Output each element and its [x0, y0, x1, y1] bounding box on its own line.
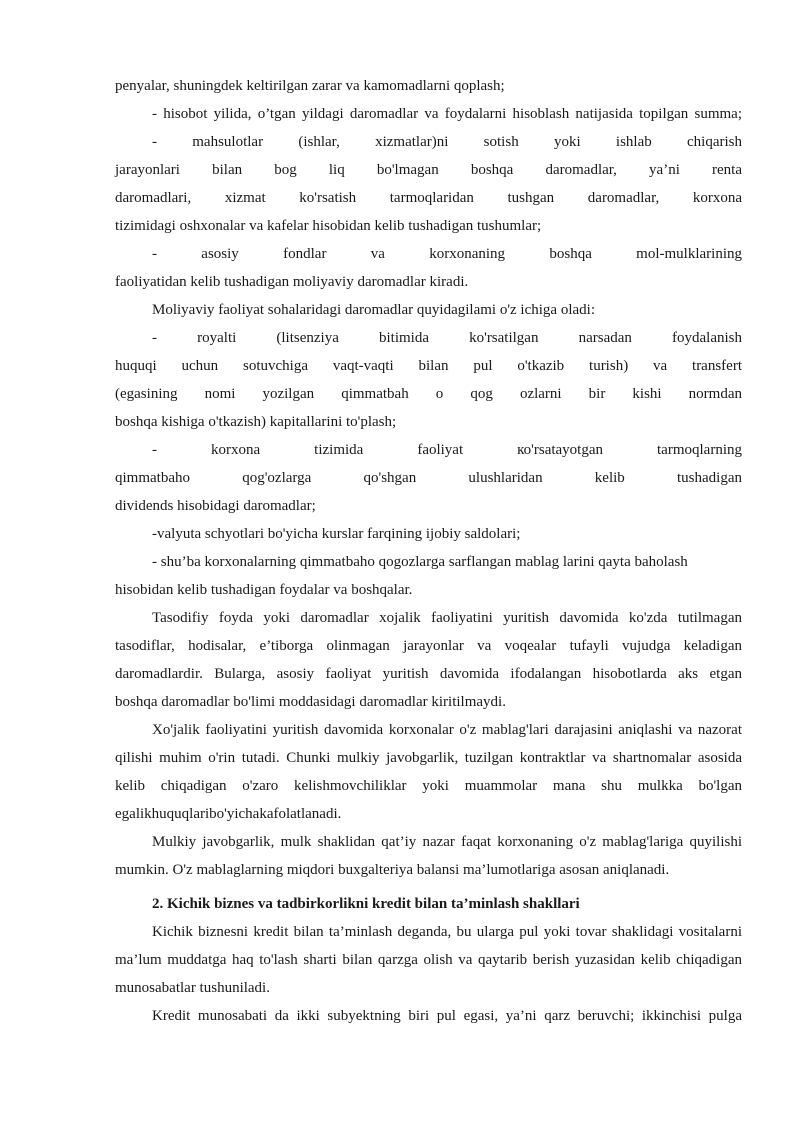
text-line: daromadlari, xizmat ko'rsatish tarmoqlaridan tushgan daromadlar, korxona: [115, 190, 742, 206]
text-line: qimmatbaho qog'ozlarga qo'shgan ulushlaridan kelib tushadigan: [115, 470, 742, 486]
document-page: [115, 72, 742, 1030]
text-line: jarayonlari bilan bog liq bo'lmagan boshqa daromadlar, ya’ni renta: [115, 162, 742, 178]
text-line: Kredit munosabati da ikki subyektning biri pul egasi, ya’ni qarz beruvchi; ikkinchisi pulga: [152, 1008, 742, 1024]
text-line: Tasodifiy foyda yoki daromadlar xojalik faoliyatini yuritish davomida ko'zda tutilmagan: [152, 610, 742, 626]
text-line: hisobidan kelib tushadigan foydalar va boshqalar.: [115, 582, 413, 598]
text-line: - hisobot yilida, o’tgan yildagi daromadlar va foydalarni hisoblash natijasida topilgan summa;: [152, 106, 742, 122]
text-line: tasodiflar, hodisalar, e’tiborga olinmagan jarayonlar va voqealar tufayli vujudga keladigan: [115, 638, 742, 654]
text-line: qilishi muhim o'rin tutadi. Chunki mulkiy javobgarlik, tuzilgan kontraktlar va shartnomalar asosida: [115, 750, 742, 766]
text-line: - royalti (litsenziya bitimida ko'rsatilgan narsadan foydalanish: [152, 330, 742, 346]
text-line: dividends hisobidagi daromadlar;: [115, 498, 316, 514]
text-line: Moliyaviy faoliyat sohalaridagi daromadlar quyidagilami o'z ichiga oladi:: [152, 302, 595, 318]
text-line: Mulkiy javobgarlik, mulk shaklidan qat’iy nazar faqat korxonaning o'z mablag'lariga quyilishi: [152, 834, 742, 850]
text-line: penyalar, shuningdek keltirilgan zarar va kamomadlarni qoplash;: [115, 78, 505, 94]
text-line: Kichik biznesni kredit bilan ta’minlash deganda, bu ularga pul yoki tovar shaklidagi vositalarni: [152, 924, 742, 940]
text-line: - asosiy fondlar va korxonaning boshqa mol-mulklarining: [152, 246, 742, 262]
text-line: boshqa daromadlar bo'limi moddasidagi daromadlar kiritilmaydi.: [115, 694, 506, 710]
text-line: faoliyatidan kelib tushadigan moliyaviy daromadlar kiradi.: [115, 274, 469, 290]
text-line: huquqi uchun sotuvchiga vaqt-vaqti bilan pul o'tkazib turish) va transfert: [115, 358, 742, 374]
text-line: kelib chiqadigan o'zaro kelishmovchiliklar yoki muammolar mana shu mulkka bo'lgan: [115, 778, 742, 794]
text-line: egalikhuquqlaribo'yichakafolatlanadi.: [115, 806, 342, 822]
text-line: tizimidagi oshxonalar va kafelar hisobidan kelib tushadigan tushumlar;: [115, 218, 542, 234]
text-line: daromadlardir. Bularga, asosiy faoliyat yuritish davomida ifodalangan hisobotlarda aks etgan: [115, 666, 742, 682]
body-text-block-2: [115, 918, 742, 1030]
text-line: munosabatlar tushuniladi.: [115, 980, 270, 996]
text-line: - shu’ba korxonalarning qimmatbaho qogozlarga sarflangan mablag larini qayta baholash: [152, 554, 688, 570]
body-text-block: [115, 72, 742, 884]
text-line: Xo'jalik faoliyatini yuritish davomida korxonalar o'z mablag'lari darajasini aniqlashi va nazorat: [152, 722, 742, 738]
text-line: - korxona tizimida faoliyat ко'rsatayotgan tarmoqlarning: [152, 442, 742, 458]
section-heading: 2. Kichik biznes va tadbirkorlikni kredit bilan ta’minlash shakllari: [152, 896, 580, 912]
text-line: - mahsulotlar (ishlar, xizmatlar)ni sotish yoki ishlab chiqarish: [152, 134, 742, 150]
text-line: ma’lum muddatga haq to'lash sharti bilan qarzga olish va qaytarib berish yuzasidan kelib chiqadigan: [115, 952, 742, 968]
text-line: boshqa kishiga o'tkazish) kapitallarini to'plash;: [115, 414, 397, 430]
text-line: mumkin. O'z mablaglarning miqdori buxgalteriya balansi ma’lumotlariga asosan aniqlanadi.: [115, 862, 670, 878]
text-line: (egasining nomi yozilgan qimmatbah o qog ozlarni bir kishi normdan: [115, 386, 742, 402]
text-line: -valyuta schyotlari bo'yicha kurslar farqining ijobiy saldolari;: [152, 526, 521, 542]
